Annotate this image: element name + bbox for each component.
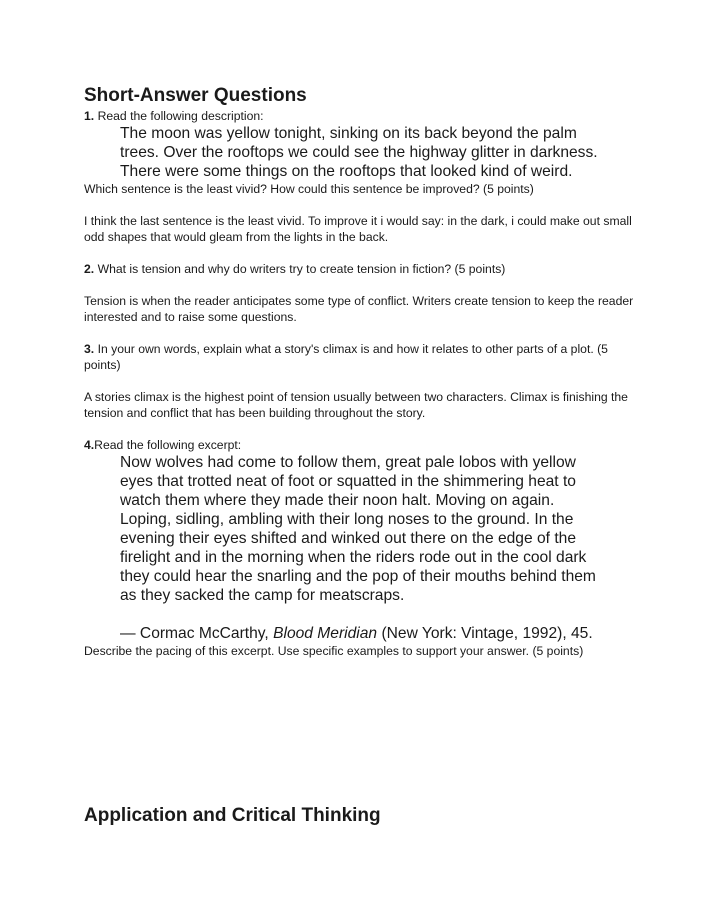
worksheet-page: [84, 84, 644, 659]
section-title-short-answer: Short-Answer Questions: [84, 85, 307, 106]
q3-question-text: In your own words, explain what a story's climax is and how it relates to other parts of a plot. (5 points): [84, 342, 608, 372]
citation-prefix: — Cormac McCarthy,: [120, 625, 274, 642]
q1-question: Which sentence is the least vivid? How could this sentence be improved? (5 points): [84, 182, 534, 196]
q1-number: 1.: [84, 109, 95, 123]
q4-prompt: [84, 437, 644, 453]
q4-passage: Now wolves had come to follow them, great pale lobos with yellow eyes that trotted neat of foot or squatted in the shimmering heat to watch them where they made their noon halt. Moving on again. Loping, sidling, ambling with their long noses to the ground. In the evening their eyes shifted and winked out there on the edge of the firelight and in the morning when the riders rode out in the cool dark they could hear the snarling and the pop of their mouths behind them as they sacked the camp for meatscraps.: [120, 454, 596, 604]
q2-question-text: What is tension and why do writers try to create tension in fiction? (5 points): [97, 262, 506, 276]
q3-number: 3.: [84, 342, 95, 356]
q4-question: Describe the pacing of this excerpt. Use specific examples to support your answer. (5 points): [84, 644, 584, 658]
q1-answer[interactable]: I think the last sentence is the least vivid. To improve it i would say: in the dark, i could make out small odd shapes that would gleam from the lights in the back.: [84, 214, 632, 244]
q2-question: [84, 261, 644, 277]
q3-question: [84, 341, 644, 373]
q2-number: 2.: [84, 262, 95, 276]
q4-number: 4.: [84, 438, 95, 452]
application-section: [84, 804, 644, 828]
q4-prompt-text: Read the following excerpt:: [94, 438, 242, 452]
q3-answer[interactable]: A stories climax is the highest point of tension usually between two characters. Climax is finishing the tension and conflict that has been building throughout the story.: [84, 390, 628, 420]
citation-title: Blood Meridian: [273, 625, 378, 642]
section-title-application: Application and Critical Thinking: [84, 805, 381, 826]
q4-citation: [120, 624, 600, 643]
citation-suffix: (New York: Vintage, 1992), 45.: [377, 625, 593, 642]
q1-passage: The moon was yellow tonight, sinking on its back beyond the palm trees. Over the rooftops we could see the highway glitter in darkness. There were some things on the rooftops that looked kind of weird.: [120, 125, 598, 180]
q2-answer[interactable]: Tension is when the reader anticipates some type of conflict. Writers create tension to keep the reader interested and to raise some questions.: [84, 294, 634, 324]
q1-prompt-text: Read the following description:: [97, 109, 264, 123]
q1-prompt: [84, 108, 644, 124]
